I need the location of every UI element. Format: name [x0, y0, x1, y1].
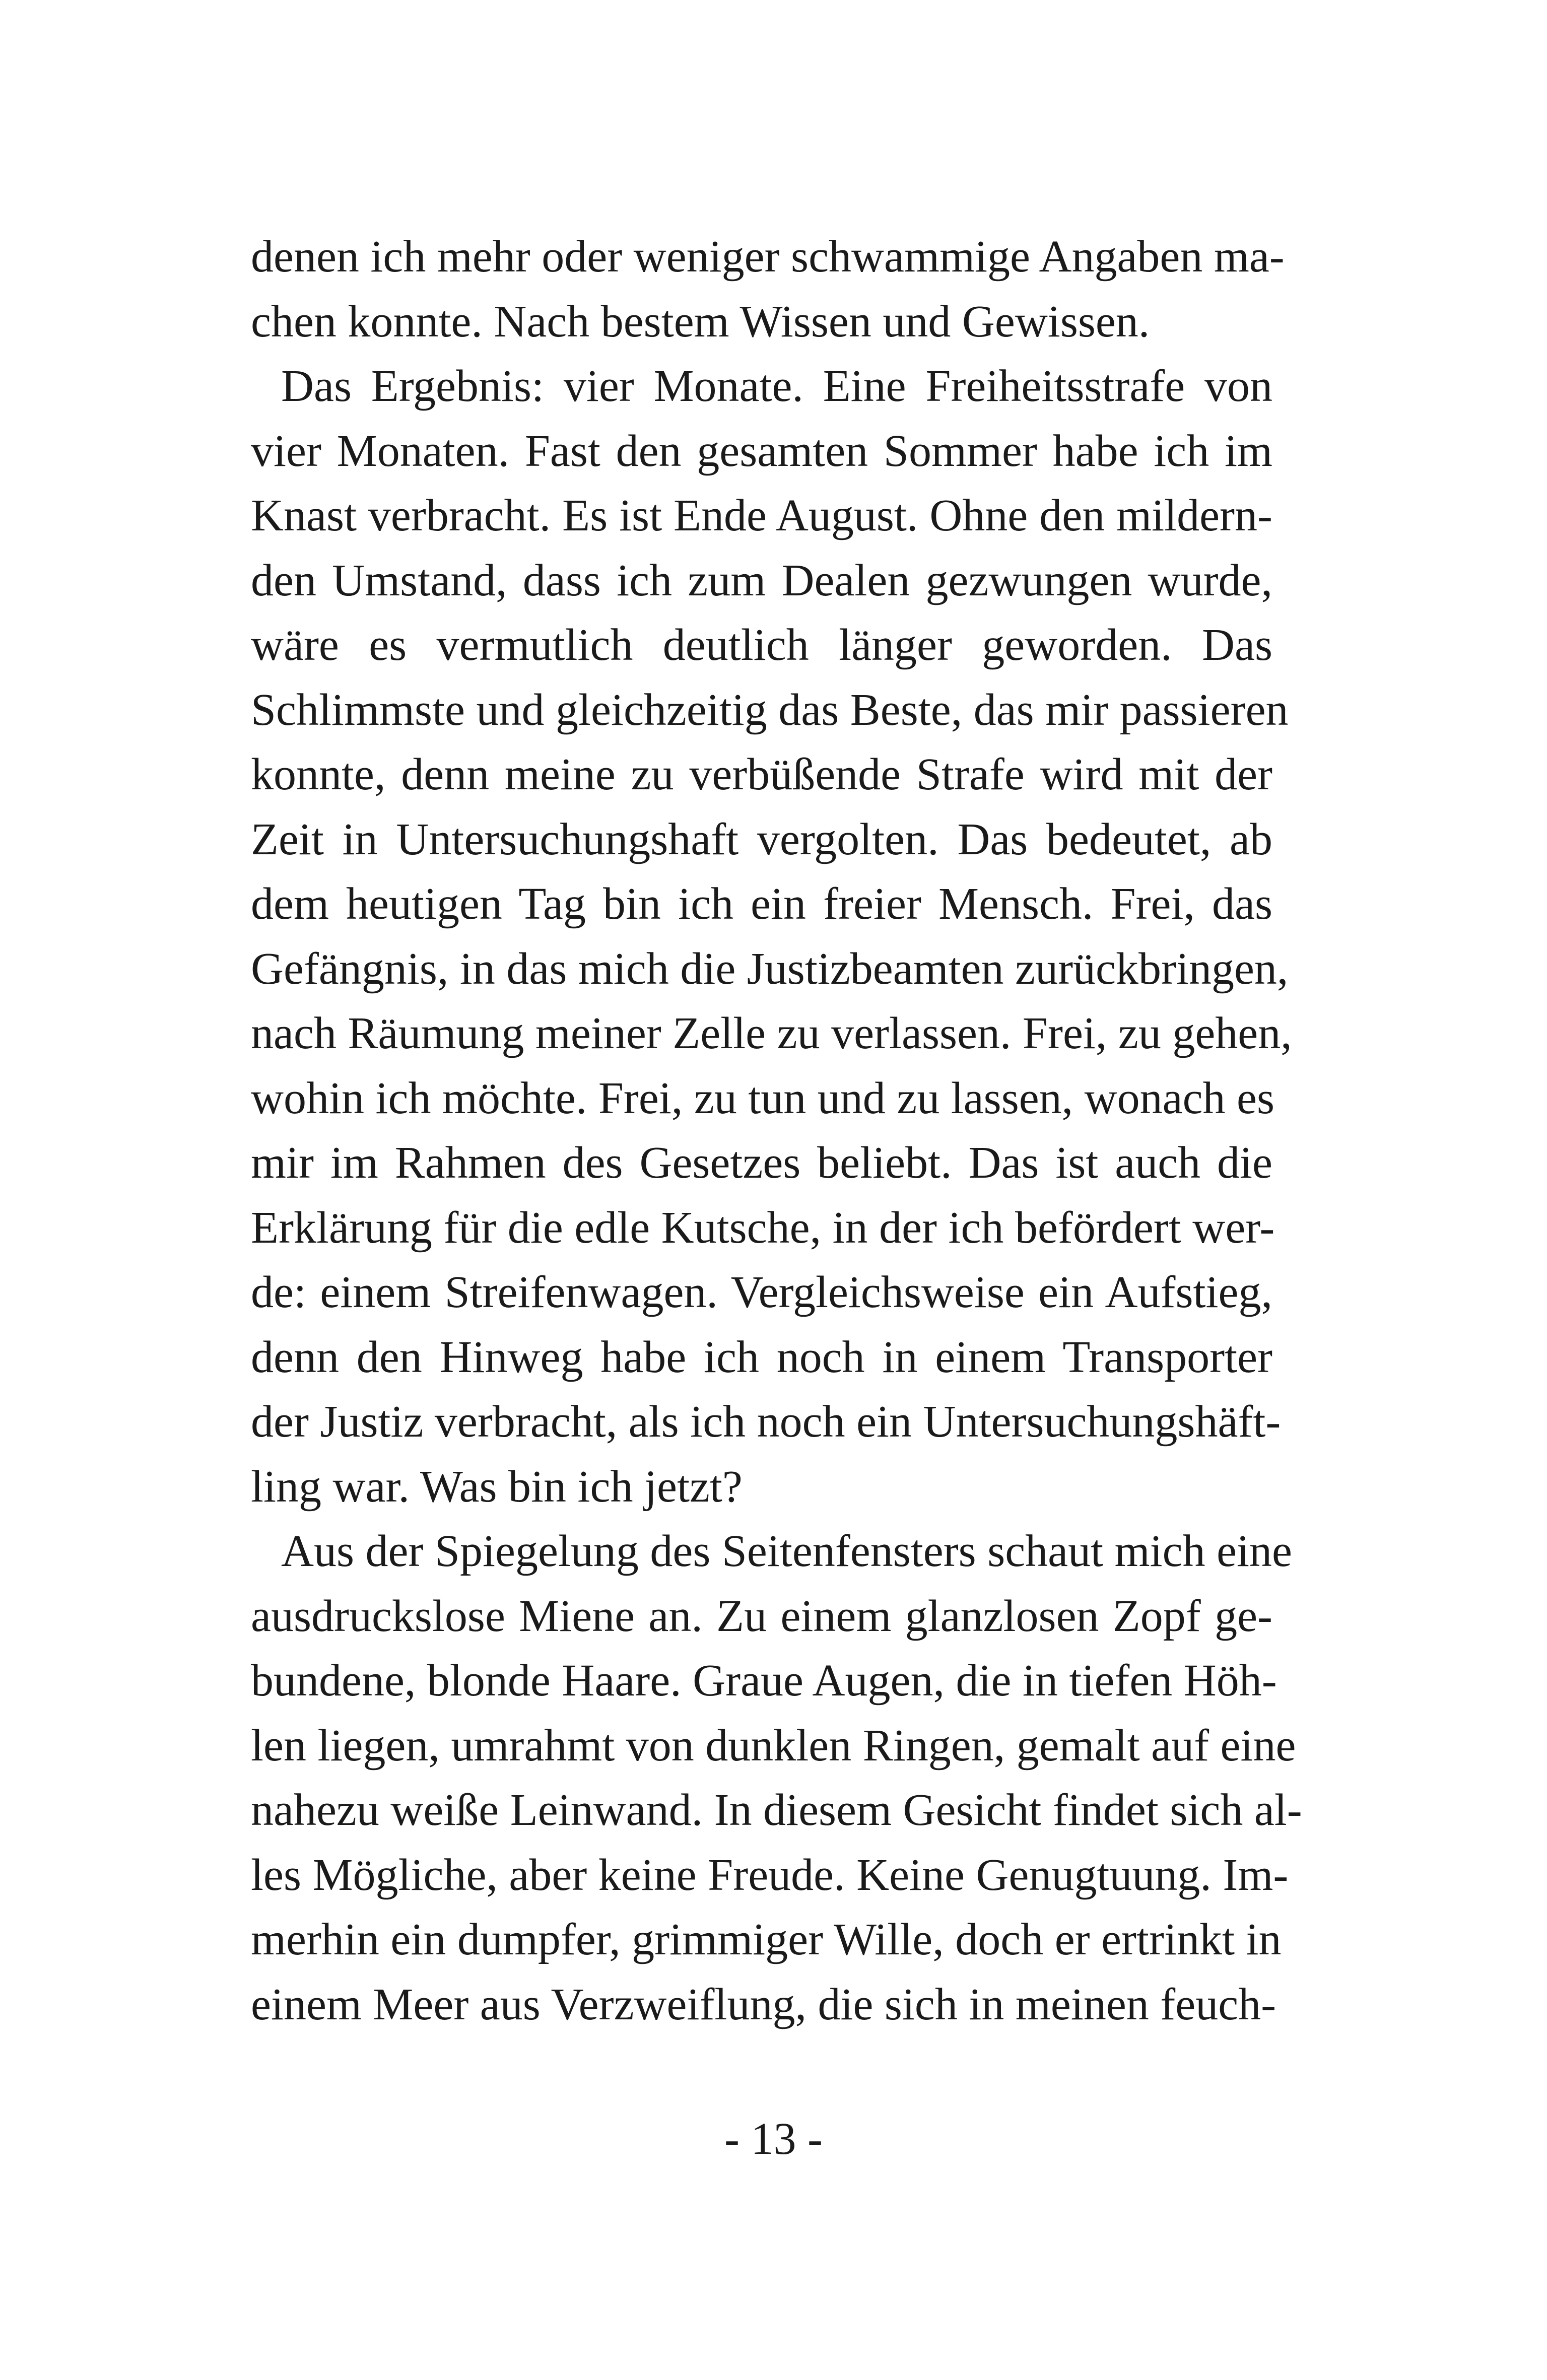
text-line: Knast verbracht. Es ist Ende August. Ohne den mildern- [251, 491, 1272, 540]
text-line: Schlimmste und gleichzeitig das Beste, das mir passieren [251, 685, 1289, 735]
text-line: nach Räumung meiner Zelle zu verlassen. Frei, zu gehen, [251, 1008, 1292, 1058]
text-line: wohin ich möchte. Frei, zu tun und zu lassen, wonach es [251, 1073, 1275, 1123]
page-number: - 13 - [724, 2114, 823, 2164]
text-line: de: einem Streifenwagen. Vergleichsweise ein Aufstieg, [251, 1267, 1272, 1317]
text-line: vier Monaten. Fast den gesamten Sommer habe ich im [251, 426, 1272, 476]
text-line: mir im Rahmen des Gesetzes beliebt. Das ist auch die [251, 1138, 1272, 1188]
text-line: ling war. Was bin ich jetzt? [251, 1461, 743, 1512]
text-line: ausdruckslose Miene an. Zu einem glanzlosen Zopf ge- [251, 1591, 1272, 1641]
text-line: merhin ein dumpfer, grimmiger Wille, doch er ertrinkt in [251, 1915, 1282, 1964]
text-line: dem heutigen Tag bin ich ein freier Mensch. Frei, das [251, 879, 1272, 929]
text-line: chen konnte. Nach bestem Wissen und Gewissen. [251, 296, 1150, 347]
text-line: Erklärung für die edle Kutsche, in der ich befördert wer- [251, 1202, 1275, 1253]
text-line: wäre es vermutlich deutlich länger geworden. Das [251, 620, 1272, 670]
text-line: Aus der Spiegelung des Seitenfensters schaut mich eine [281, 1526, 1292, 1576]
text-line: Das Ergebnis: vier Monate. Eine Freiheitsstrafe von [281, 361, 1272, 411]
text-line: len liegen, umrahmt von dunklen Ringen, gemalt auf eine [251, 1720, 1296, 1771]
text-line: den Umstand, dass ich zum Dealen gezwungen wurde, [251, 555, 1272, 605]
text-line: Gefängnis, in das mich die Justizbeamten zurückbringen, [251, 943, 1289, 994]
text-line: der Justiz verbracht, als ich noch ein Untersuchungshäft- [251, 1397, 1281, 1447]
text-line: denn den Hinweg habe ich noch in einem Transporter [251, 1332, 1272, 1382]
text-line: nahezu weiße Leinwand. In diesem Gesicht findet sich al- [251, 1785, 1302, 1835]
text-line: konnte, denn meine zu verbüßende Strafe wird mit der [251, 750, 1272, 799]
text-line: denen ich mehr oder weniger schwammige Angaben ma- [251, 232, 1285, 282]
body-text [251, 225, 1302, 2037]
text-line: bundene, blonde Haare. Graue Augen, die in tiefen Höh- [251, 1656, 1277, 1706]
text-line: les Mögliche, aber keine Freude. Keine Genugtuung. Im- [251, 1850, 1289, 1900]
text-line: einem Meer aus Verzweiflung, die sich in meinen feuch- [251, 1979, 1276, 2029]
text-line: Zeit in Untersuchungshaft vergolten. Das bedeutet, ab [251, 814, 1272, 864]
